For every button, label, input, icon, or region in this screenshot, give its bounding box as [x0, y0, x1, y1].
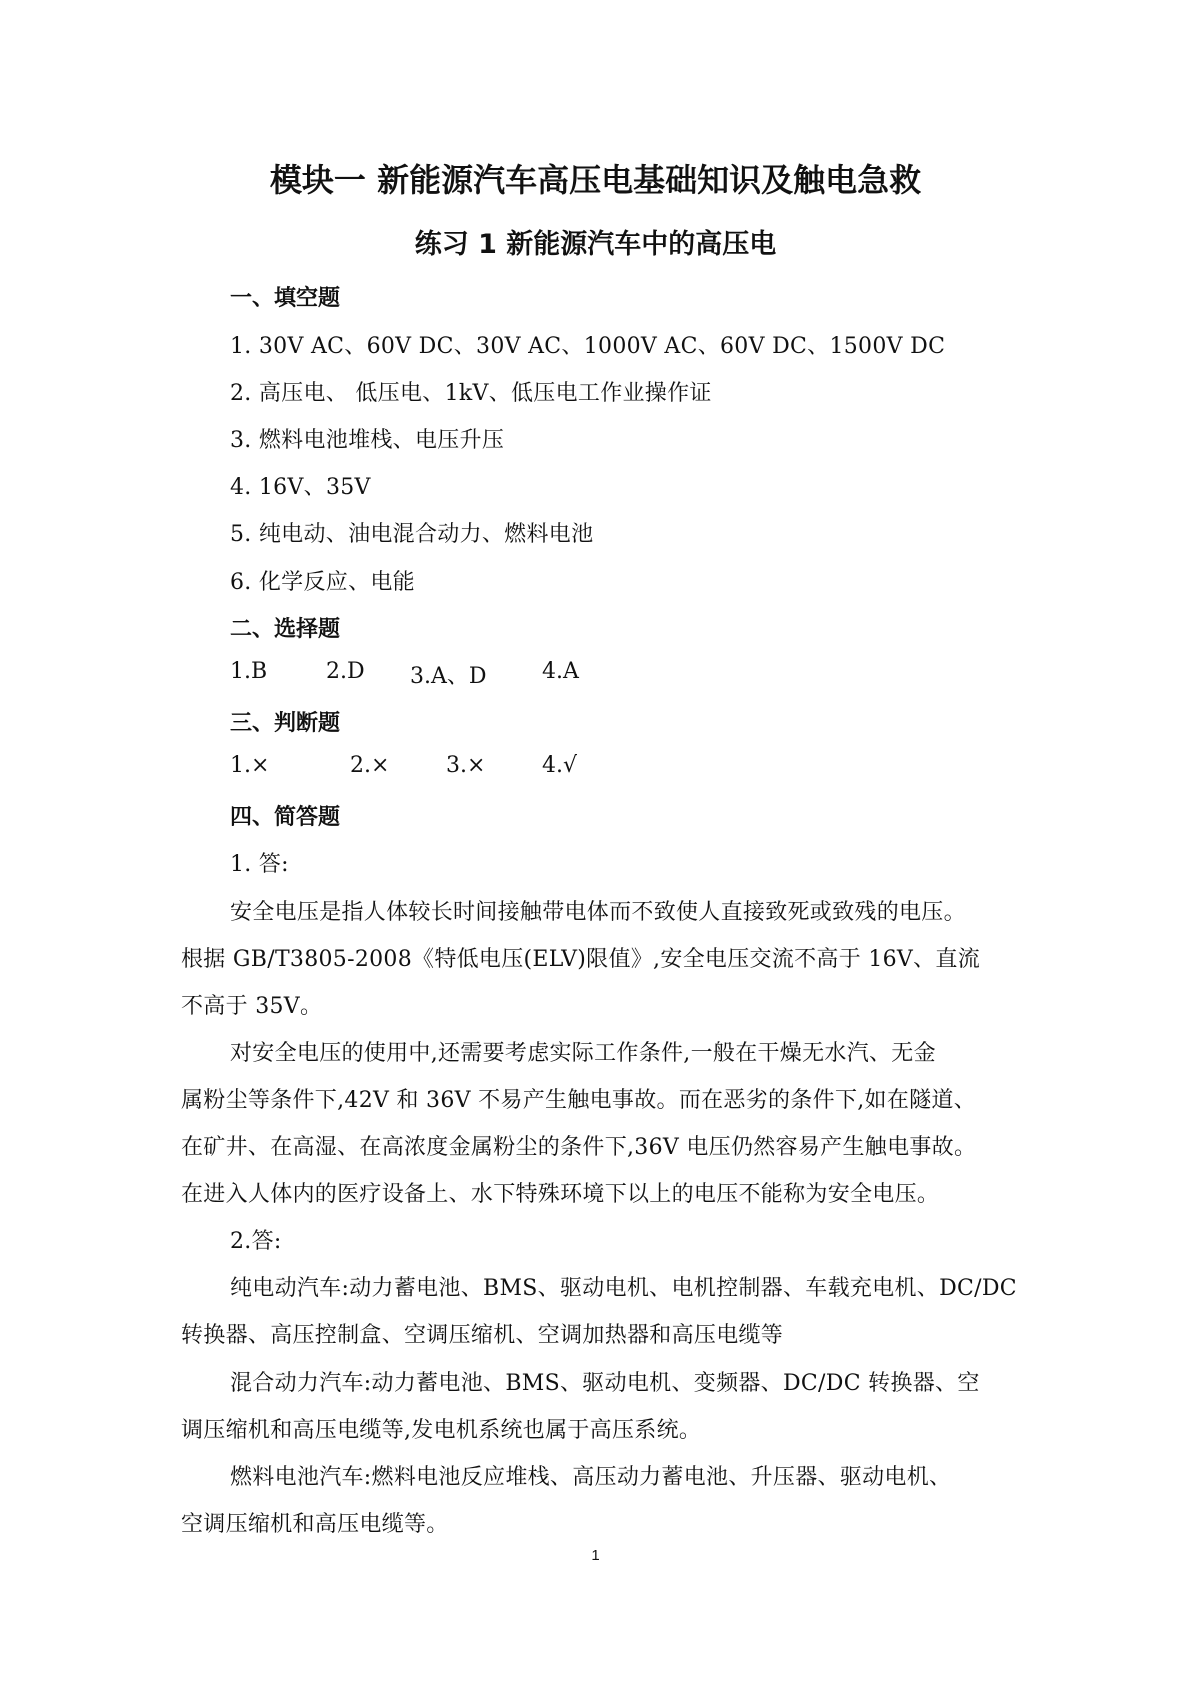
section-heading-fill: 一、填空题 — [230, 286, 341, 311]
answer-label-2: 2.答: — [230, 1229, 282, 1254]
fill-item: 2. 高压电、 低压电、1kV、低压电工作业操作证 — [230, 381, 712, 406]
judge-answer: 3.× — [446, 753, 486, 778]
judge-answer: 1.× — [230, 753, 270, 778]
paragraph-line: 安全电压是指人体较长时间接触带电体而不致使人直接致死或致残的电压。 — [230, 900, 966, 925]
paragraph-line: 转换器、高压控制盒、空调压缩机、空调加热器和高压电缆等 — [181, 1323, 784, 1348]
paragraph-line: 在矿井、在高湿、在高浓度金属粉尘的条件下,36V 电压仍然容易产生触电事故。 — [181, 1135, 977, 1160]
section-heading-judge: 三、判断题 — [230, 711, 341, 736]
paragraph-line: 调压缩机和高压电缆等,发电机系统也属于高压系统。 — [181, 1418, 702, 1443]
paragraph-line: 空调压缩机和高压电缆等。 — [181, 1512, 449, 1537]
paragraph-line: 混合动力汽车:动力蓄电池、BMS、驱动电机、变频器、DC/DC 转换器、空 — [230, 1371, 980, 1396]
answer-label-1: 1. 答: — [230, 852, 289, 877]
page-number: 1 — [591, 1547, 600, 1564]
fill-item: 6. 化学反应、电能 — [230, 570, 415, 595]
paragraph-line: 对安全电压的使用中,还需要考虑实际工作条件,一般在干燥无水汽、无金 — [230, 1041, 936, 1066]
judge-answer: 4.√ — [542, 753, 578, 778]
choice-answer: 4.A — [542, 659, 579, 684]
page-title: 模块一 新能源汽车高压电基础知识及触电急救 — [269, 161, 922, 199]
section-heading-short: 四、简答题 — [230, 805, 341, 830]
fill-item: 5. 纯电动、油电混合动力、燃料电池 — [230, 522, 594, 547]
paragraph-line: 纯电动汽车:动力蓄电池、BMS、驱动电机、电机控制器、车载充电机、DC/DC — [230, 1276, 1017, 1301]
paragraph-line: 不高于 35V。 — [181, 994, 323, 1019]
paragraph-line: 根据 GB/T3805-2008《特低电压(ELV)限值》,安全电压交流不高于 16V、直流 — [181, 947, 981, 972]
fill-item: 3. 燃料电池堆栈、电压升压 — [230, 428, 505, 453]
choice-answer: 1.B — [230, 659, 268, 684]
page-subtitle: 练习 1 新能源汽车中的高压电 — [414, 229, 777, 260]
fill-item: 4. 16V、35V — [230, 475, 371, 500]
choice-answer: 2.D — [326, 659, 365, 684]
paragraph-line: 属粉尘等条件下,42V 和 36V 不易产生触电事故。而在恶劣的条件下,如在隧道、 — [181, 1088, 977, 1113]
choice-answer: 3.A、D — [410, 664, 487, 689]
section-heading-choice: 二、选择题 — [230, 617, 341, 642]
paragraph-line: 在进入人体内的医疗设备上、水下特殊环境下以上的电压不能称为安全电压。 — [181, 1182, 940, 1207]
paragraph-line: 燃料电池汽车:燃料电池反应堆栈、高压动力蓄电池、升压器、驱动电机、 — [230, 1465, 952, 1490]
judge-answer: 2.× — [350, 753, 390, 778]
fill-item: 1. 30V AC、60V DC、30V AC、1000V AC、60V DC、1500V DC — [230, 334, 946, 359]
